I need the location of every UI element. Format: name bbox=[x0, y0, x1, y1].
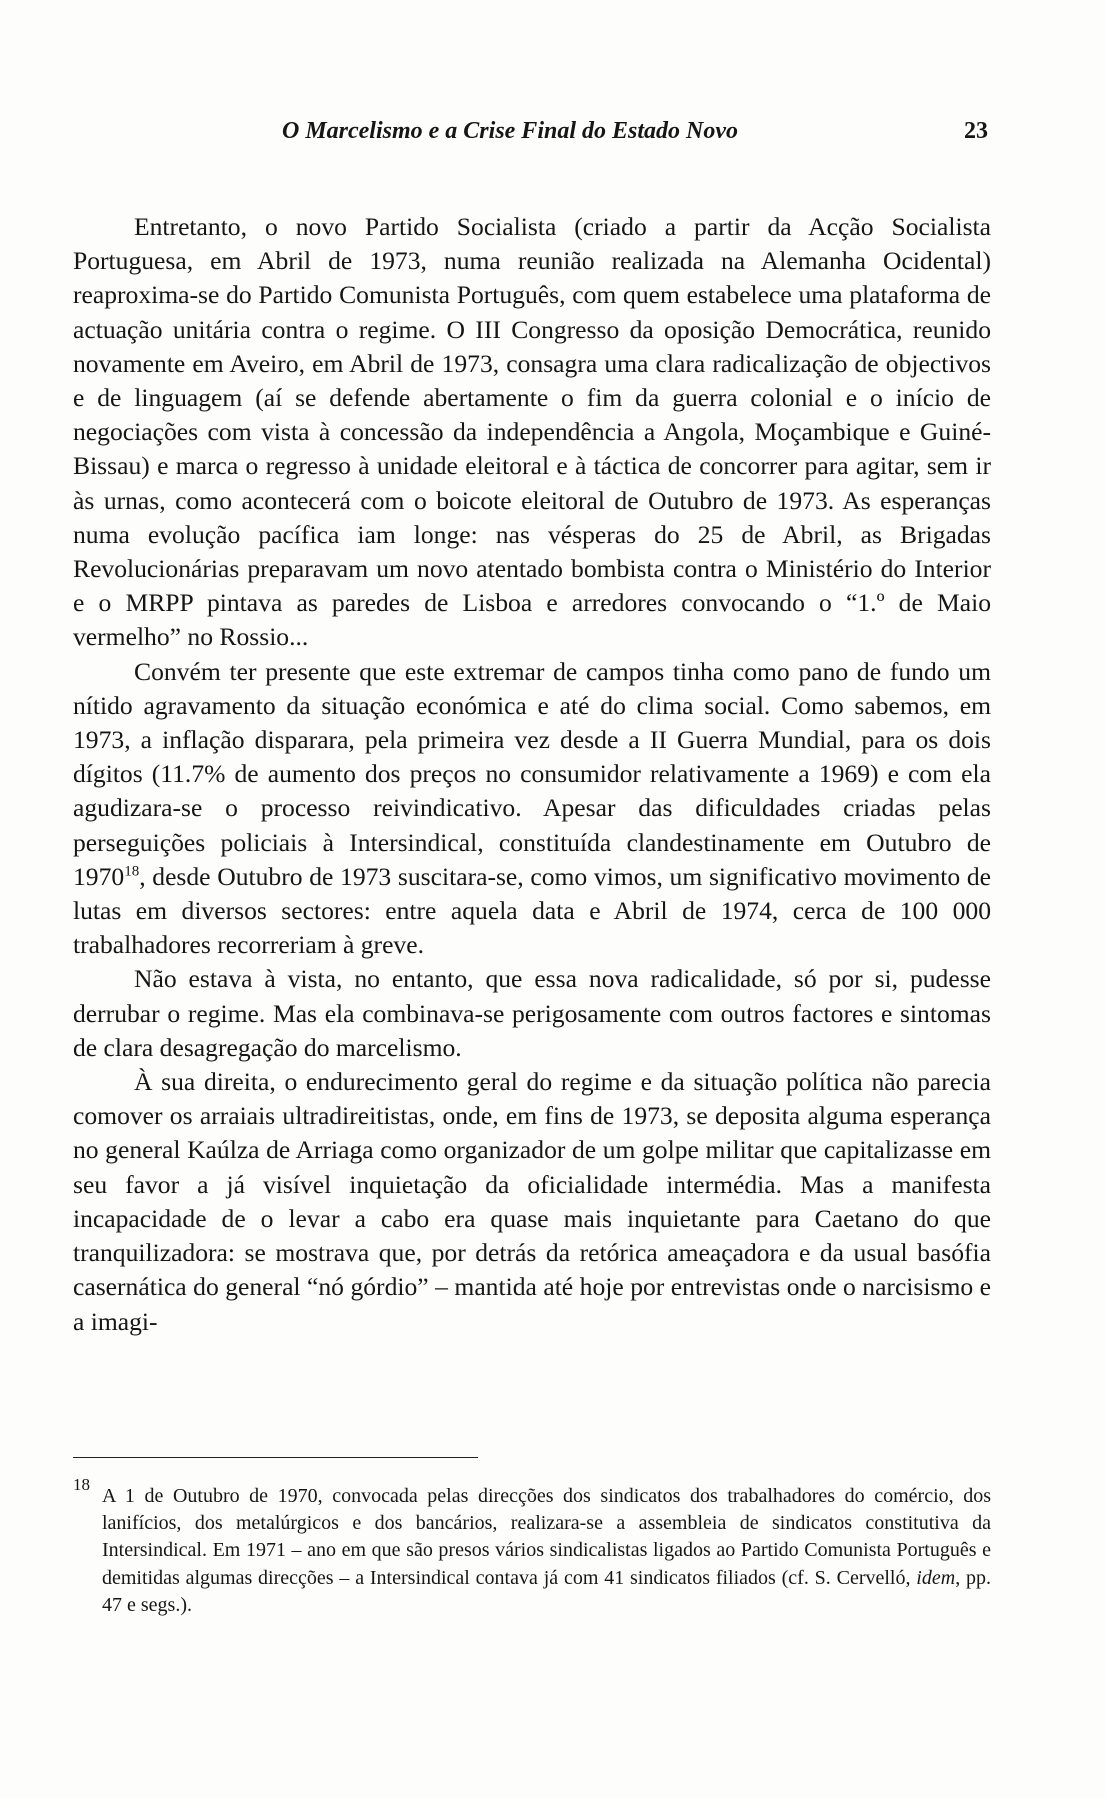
paragraph-2-text-before-note: Convém ter presente que este extremar de campos tinha como pano de fundo um nítido agravamento da situação económica e até do clima social. Como sabemos, em 1973, a inflação disparara, pela primeira vez desde a II Guerra Mundial, para os dois dígitos (11.7% de aumento dos preços no consumidor relativamente a 1969) e com ela agudizara-se o processo reivindicativo. Apesar das dificuldades criadas pelas perseguições policiais à Intersindical, constituída clandestinamente em Outubro de 1970 bbox=[73, 656, 991, 891]
footnote-italic-idem: idem bbox=[916, 1566, 956, 1589]
footnote-mark: 18 bbox=[73, 1475, 90, 1494]
paragraph-4: À sua direita, o endurecimento geral do regime e da situação política não parecia comover os arraiais ultradireitistas, onde, em fins de 1973, se deposita alguma esperança no general Kaúlza de Arriaga como organizador de um golpe militar que capitalizasse em seu favor a já visível inquietação da oficialidade intermédia. Mas a manifesta incapacidade de o levar a cabo era quase mais inquietante para Caetano do que tranquilizadora: se mostrava que, por detrás da retórica ameaçadora e da usual basófia casernática do general “nó górdio” – mantida até hoje por entrevistas onde o narcisismo e a imagi- bbox=[73, 1067, 991, 1336]
footnote-separator bbox=[73, 1457, 478, 1458]
paragraph-3: Não estava à vista, no entanto, que essa nova radicalidade, só por si, pudesse derrubar o regime. Mas ela combinava-se perigosamente com outros factores e sintomas de clara desagregação do marcelismo. bbox=[73, 964, 991, 1062]
footnote-text-after-italic: , pp. 47 e segs.). bbox=[102, 1566, 992, 1616]
running-title: O Marcelismo e a Crise Final do Estado Novo bbox=[281, 118, 738, 144]
footnote-text-before-italic: A 1 de Outubro de 1970, convocada pelas direcções dos sindicatos dos trabalhadores do comércio, dos lanifícios, dos metalúrgicos e dos bancários, realizara-se a assembleia de sindicatos constitutiva da Intersindical. Em 1971 – ano em que são presos vários sindicalistas ligados ao Partido Comunista Português e demitidas algumas direcções – a Intersindical contava já com 41 sindicatos filiados (cf. S. Cervelló, bbox=[102, 1485, 991, 1589]
body-text bbox=[73, 210, 991, 1339]
paragraph-1: Entretanto, o novo Partido Socialista (criado a partir da Acção Socialista Portuguesa, em Abril de 1973, numa reunião realizada na Alemanha Ocidental) reaproxima-se do Partido Comunista Português, com quem estabelece uma plataforma de actuação unitária contra o regime. O III Congresso da oposição Democrática, reunido novamente em Aveiro, em Abril de 1973, consagra uma clara radicalização de objectivos e de linguagem (aí se defende abertamente o fim da guerra colonial e o início de negociações com vista à concessão da independência a Angola, Moçambique e Guiné-Bissau) e marca o regresso à unidade eleitoral e à táctica de concorrer para agitar, sem ir às urnas, como acontecerá com o boicote eleitoral de Outubro de 1973. As esperanças numa evolução pacífica iam longe: nas vésperas do 25 de Abril, as Brigadas Revolucionárias preparavam um novo atentado bombista contra o Ministério do Interior e o MRPP pintava as paredes de Lisboa e arredores convocando o “1.º de Maio vermelho” no Rossio... bbox=[73, 212, 991, 652]
footnote-18 bbox=[73, 1471, 991, 1619]
footnote-reference-18: 18 bbox=[124, 863, 140, 880]
page-number: 23 bbox=[964, 118, 988, 144]
paragraph-2 bbox=[73, 655, 991, 963]
footnote-text bbox=[73, 1471, 991, 1619]
paragraph-2-text-after-note: , desde Outubro de 1973 suscitara-se, como vimos, um significativo movimento de lutas em diversos sectores: entre aquela data e Abril de 1974, cerca de 100 000 trabalhadores recorreriam à greve. bbox=[73, 861, 991, 960]
